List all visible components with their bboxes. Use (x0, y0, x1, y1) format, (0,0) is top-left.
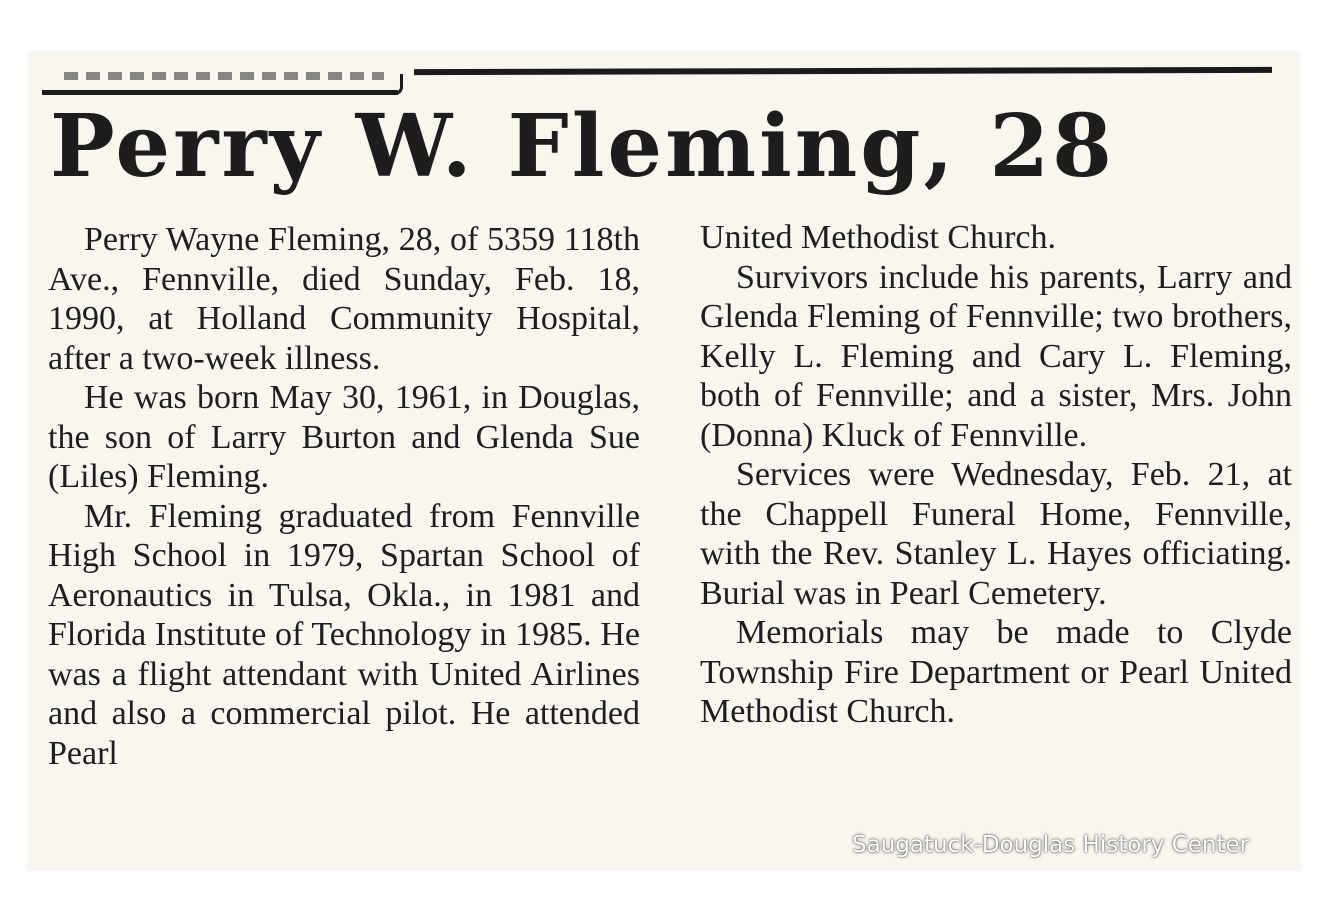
paragraph-continuation: United Methodist Church. (700, 219, 1057, 256)
torn-header-fragment (64, 72, 384, 80)
paragraph-memorials: Memorials may be made to Clyde Township Fire Department or Pearl United Methodist Church. (700, 614, 1292, 730)
obituary-headline: Perry W. Fleming, 28 (50, 96, 1115, 197)
newspaper-clipping (28, 52, 1300, 870)
right-column (700, 218, 1292, 732)
header-rule-right (414, 67, 1272, 75)
archive-watermark: Saugatuck-Douglas History Center (852, 832, 1250, 858)
paragraph-services: Services were Wednesday, Feb. 21, at the Chappell Funeral Home, Fennville, with the Rev. Stanley L. Hayes officiating. Burial was in Pearl Cemetery. (700, 456, 1292, 612)
paragraph-birth: He was born May 30, 1961, in Douglas, the son of Larry Burton and Glenda Sue (Liles) Fleming. (48, 379, 640, 495)
paragraph-survivors: Survivors include his parents, Larry and Glenda Fleming of Fennville; two brothers, Kelly L. Fleming and Cary L. Fleming, both of Fennville; and a sister, Mrs. John (Donna) Kluck of Fennville. (700, 258, 1292, 454)
paragraph-death-notice: Perry Wayne Fleming, 28, of 5359 118th Ave., Fennville, died Sunday, Feb. 18, 1990, at Holland Community Hospital, after a two-week illness. (48, 221, 640, 377)
paragraph-education-career: Mr. Fleming graduated from Fennville High School in 1979, Spartan School of Aeronautics in Tulsa, Okla., in 1981 and Florida Institute of Technology in 1985. He was a flight attendant with United Airlines and also a commercial pilot. He attended Pearl (48, 497, 640, 772)
left-column (48, 220, 640, 773)
